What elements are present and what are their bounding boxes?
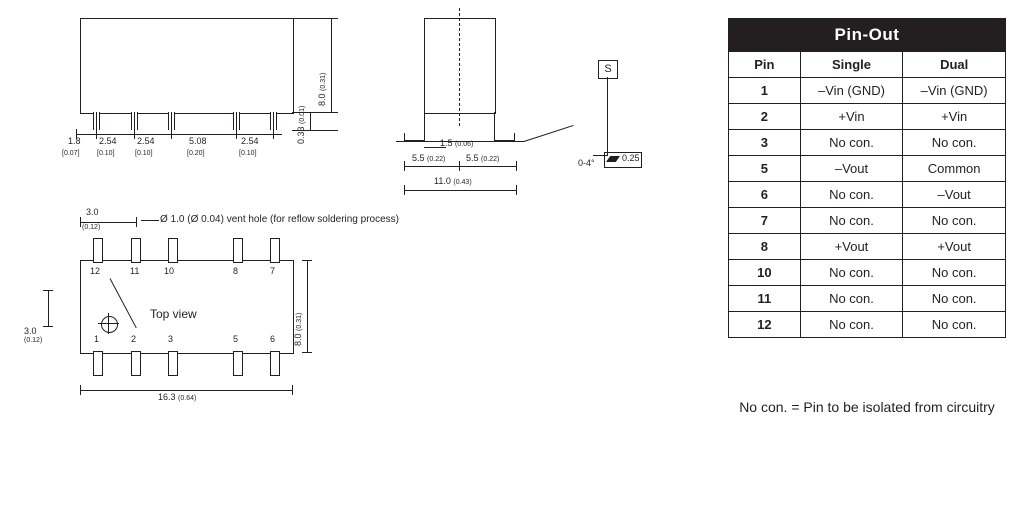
dim-tick (273, 129, 274, 139)
top-view-pin (233, 351, 243, 376)
dim-tick (302, 352, 312, 353)
dim-in: [0.10] (239, 150, 257, 157)
top-pin-number: 10 (164, 266, 175, 276)
dim-line (307, 260, 308, 352)
dim-line (80, 222, 136, 223)
pinout-table (728, 18, 1006, 338)
front-dim-3 (189, 136, 207, 146)
table-row (729, 208, 1006, 234)
cell-single: +Vin (800, 104, 903, 130)
bottom-pin-number: 3 (168, 334, 174, 344)
dim-tick (236, 129, 237, 139)
top-view-caption: Top view (150, 307, 197, 321)
front-height-in: (0.31) (320, 72, 327, 91)
dim-tick (171, 129, 172, 139)
cell-single: No con. (800, 260, 903, 286)
side-right-dim (466, 153, 499, 163)
dim-tick (404, 161, 405, 171)
dim-mm: 2.54 (241, 136, 259, 146)
front-dim-2 (137, 136, 155, 146)
front-dim-4 (241, 136, 259, 146)
cell-dual: Common (903, 156, 1006, 182)
angle-text: 0-4° (578, 158, 595, 168)
cell-pin: 7 (729, 208, 801, 234)
table-row (729, 156, 1006, 182)
dim-tick (43, 326, 53, 327)
top-pin-number: 12 (90, 266, 101, 276)
table-row (729, 234, 1006, 260)
side-total-mm: 11.0 (434, 176, 451, 186)
cell-single: No con. (800, 130, 903, 156)
side-leg-left (424, 112, 425, 140)
cell-pin: 10 (729, 260, 801, 286)
dim-tick (134, 129, 135, 139)
pinout-title: Pin-Out (729, 19, 1006, 52)
pinout-col-pin: Pin (729, 52, 801, 78)
table-row (729, 286, 1006, 312)
cell-single: No con. (800, 208, 903, 234)
dim-in: [0.10] (97, 150, 115, 157)
cell-pin: 8 (729, 234, 801, 260)
topview-offsetx-mm: 3.0 (86, 207, 99, 217)
front-height-mm: 8.0 (317, 93, 327, 106)
bottom-pin-number: 6 (270, 334, 276, 344)
cell-dual: No con. (903, 286, 1006, 312)
side-left-mm: 5.5 (412, 153, 425, 163)
top-pin-number: 7 (270, 266, 276, 276)
top-view-pin (131, 238, 141, 263)
front-pin (233, 112, 240, 130)
side-right-mm: 5.5 (466, 153, 479, 163)
side-view-body (424, 18, 496, 114)
cell-dual: +Vout (903, 234, 1006, 260)
dim-tick (516, 161, 517, 171)
front-pin (168, 112, 175, 130)
dim-mm: 2.54 (99, 136, 117, 146)
topview-height-mm: 8.0 (293, 333, 303, 346)
top-view-pin (270, 238, 280, 263)
dim-line (48, 290, 49, 326)
top-view-pin (270, 351, 280, 376)
dim-tick (404, 185, 405, 195)
side-leg-left-outer (404, 133, 405, 141)
side-pin-width-in: (0.06) (455, 141, 474, 148)
bottom-pin-number: 1 (94, 334, 100, 344)
front-pin-height-mm: 0.33 (296, 126, 306, 144)
thickness-value (622, 153, 640, 163)
pinout-header-row (729, 52, 1006, 78)
side-leg-right-outer (514, 133, 515, 141)
front-pin (93, 112, 100, 130)
vent-hole-icon (101, 316, 118, 333)
cell-pin: 6 (729, 182, 801, 208)
side-view-centerline (459, 8, 460, 126)
top-pin-number: 8 (233, 266, 239, 276)
seating-symbol-label: S (604, 63, 612, 75)
front-dim-0-in (62, 147, 80, 157)
dim-tick (43, 290, 53, 291)
cell-pin: 11 (729, 286, 801, 312)
table-row (729, 78, 1006, 104)
angle-label (578, 158, 595, 168)
table-row (729, 104, 1006, 130)
topview-height-in: (0.31) (296, 312, 303, 331)
top-view-pin (168, 351, 178, 376)
bottom-pin-number: 5 (233, 334, 239, 344)
side-pin-width-dim (440, 138, 473, 148)
top-pin-number: 11 (130, 266, 140, 276)
front-view-body (80, 18, 294, 114)
dim-tick (136, 217, 137, 227)
dim-tick (302, 260, 312, 261)
cell-pin: 3 (729, 130, 801, 156)
side-pin-width-mm: 1.5 (440, 138, 453, 148)
front-dim-2-in (135, 147, 153, 157)
dim-tick (80, 385, 81, 395)
cell-dual: –Vin (GND) (903, 78, 1006, 104)
topview-width-in: (0.64) (178, 395, 197, 402)
cell-pin: 12 (729, 312, 801, 338)
table-row (729, 260, 1006, 286)
vent-hole-cross-v (108, 313, 109, 334)
pinout-title-row (729, 19, 1006, 52)
front-dim-1 (99, 136, 117, 146)
cell-pin: 2 (729, 104, 801, 130)
side-leg-right (494, 112, 495, 140)
front-dim-0 (68, 136, 81, 146)
front-pin (131, 112, 138, 130)
cell-dual: +Vin (903, 104, 1006, 130)
vent-note: Ø 1.0 (Ø 0.04) vent hole (for reflow soldering process) (160, 214, 399, 225)
dim-chain-line (404, 166, 516, 167)
dim-line (331, 18, 332, 112)
cell-dual: No con. (903, 260, 1006, 286)
cell-single: No con. (800, 286, 903, 312)
front-pin-height-dim (296, 106, 306, 144)
dim-line (80, 390, 292, 391)
side-left-in: (0.22) (427, 156, 446, 163)
top-view-pin (233, 238, 243, 263)
dim-in: [0.10] (135, 150, 153, 157)
dim-mm: 2.54 (137, 136, 155, 146)
side-total-in: (0.43) (453, 179, 472, 186)
angle-leader (524, 125, 574, 142)
cell-dual: No con. (903, 130, 1006, 156)
thickness-text: 0.25 (622, 153, 640, 163)
table-row (729, 130, 1006, 156)
cell-dual: –Vout (903, 182, 1006, 208)
topview-offsety-mm: 3.0 (24, 326, 37, 336)
cell-single: +Vout (800, 234, 903, 260)
dim-mm: 5.08 (189, 136, 207, 146)
dim-tick (516, 185, 517, 195)
topview-offsetx-in: (0.12) (82, 224, 101, 231)
cell-single: No con. (800, 312, 903, 338)
front-dim-1-in (97, 147, 115, 157)
pinout-footnote: No con. = Pin to be isolated from circuitry (739, 399, 995, 415)
cell-pin: 5 (729, 156, 801, 182)
seating-symbol-box (598, 60, 618, 79)
cell-single: No con. (800, 182, 903, 208)
dim-tick (292, 385, 293, 395)
front-pin (270, 112, 277, 130)
dim-line (404, 190, 516, 191)
cell-dual: No con. (903, 312, 1006, 338)
side-left-dim (412, 153, 445, 163)
topview-width-mm: 16.3 (158, 392, 176, 402)
top-view-pin (131, 351, 141, 376)
cell-single: –Vout (800, 156, 903, 182)
front-pin-height-in: (0.01) (299, 105, 306, 124)
vent-leader-2 (141, 220, 159, 221)
dim-in: [0.20] (187, 150, 205, 157)
dim-line (310, 112, 311, 130)
table-row (729, 312, 1006, 338)
dim-in: [0.07] (62, 150, 80, 157)
dim-chain-line (76, 134, 282, 135)
seating-leader (607, 77, 608, 155)
dim-tick (96, 129, 97, 139)
cell-dual: No con. (903, 208, 1006, 234)
topview-width-dim (158, 392, 196, 402)
front-height-dim (317, 73, 327, 106)
side-right-in: (0.22) (481, 156, 500, 163)
top-view-pin (93, 238, 103, 263)
topview-offsety-in: (0.12) (24, 337, 43, 344)
top-view-pin (168, 238, 178, 263)
cell-single: –Vin (GND) (800, 78, 903, 104)
topview-height-dim (293, 313, 303, 346)
cell-pin: 1 (729, 78, 801, 104)
bottom-pin-number: 2 (131, 334, 137, 344)
dim-mm: 1.8 (68, 136, 81, 146)
front-dim-3-in (187, 147, 205, 157)
dim-tick (459, 161, 460, 171)
pinout-col-dual: Dual (903, 52, 1006, 78)
front-dim-4-in (239, 147, 257, 157)
dim-tick (80, 217, 81, 227)
top-view-pin (93, 351, 103, 376)
pinout-col-single: Single (800, 52, 903, 78)
side-total-dim (434, 176, 472, 186)
table-row (729, 182, 1006, 208)
